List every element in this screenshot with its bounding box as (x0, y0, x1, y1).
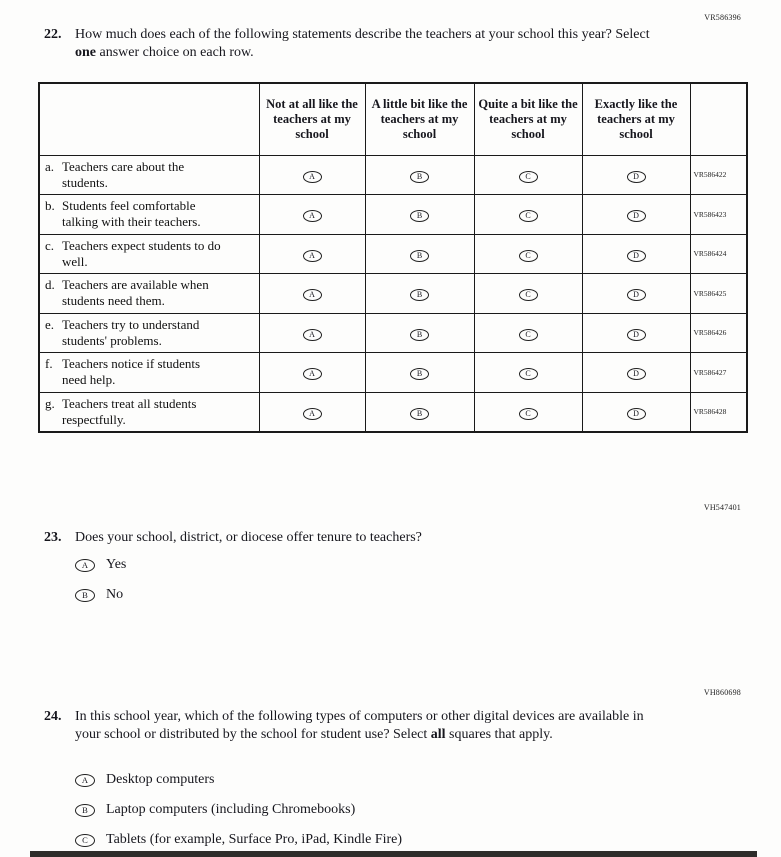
form-code-q23: VH547401 (703, 503, 741, 512)
option-label: Desktop computers (106, 772, 215, 787)
choice-cell (259, 353, 365, 393)
choice-cell (474, 392, 582, 432)
statement-text: Students feel comfortable talking with their teachers. (62, 198, 201, 230)
choice-cell (474, 155, 582, 195)
question-22-number: 22. (44, 27, 62, 42)
question-23 (44, 529, 734, 547)
choice-cell (582, 392, 690, 432)
option-label: No (106, 587, 124, 602)
answer-bubble-b[interactable]: B (410, 171, 429, 183)
choice-cell (259, 313, 365, 353)
answer-bubble-c[interactable]: C (75, 834, 95, 847)
form-code-q22: VR586396 (704, 13, 741, 22)
answer-option (75, 587, 126, 603)
answer-bubble-a[interactable]: A (303, 289, 322, 301)
row-code: VR586424 (690, 234, 747, 274)
q22-statement-row (39, 392, 747, 432)
question-22-text-bold: one (75, 45, 96, 61)
answer-bubble-a[interactable]: A (303, 368, 322, 380)
answer-bubble-b[interactable]: B (410, 210, 429, 222)
choice-cell (474, 353, 582, 393)
choice-cell (474, 274, 582, 314)
question-22-text-pre: How much does each of the following statements describe the teachers at your school this year? Select (75, 27, 650, 42)
choice-cell (259, 155, 365, 195)
answer-option (75, 802, 402, 818)
question-23-number: 23. (44, 530, 62, 545)
row-code: VR586422 (690, 155, 747, 195)
q22-column-header-2: A little bit like the teachers at my school (365, 83, 474, 155)
q22-header-empty-cell (39, 83, 259, 155)
question-24-text-post: squares that apply. (445, 727, 553, 743)
choice-cell (582, 313, 690, 353)
row-code: VR586426 (690, 313, 747, 353)
answer-bubble-d[interactable]: D (627, 408, 646, 420)
option-label: Yes (106, 557, 127, 572)
choice-cell (365, 234, 474, 274)
q22-statement-row (39, 195, 747, 235)
answer-option (75, 557, 126, 573)
question-22-text-post: answer choice on each row. (96, 45, 254, 61)
statement-cell (39, 313, 259, 353)
answer-bubble-a[interactable]: A (303, 408, 322, 420)
statement-letter: e. (45, 316, 55, 332)
statement-letter: g. (45, 395, 55, 411)
choice-cell (582, 155, 690, 195)
page-bottom-edge (30, 851, 757, 857)
option-label: Tablets (for example, Surface Pro, iPad, Kindle Fire) (106, 832, 403, 847)
answer-bubble-b[interactable]: B (75, 589, 95, 602)
statement-letter: c. (45, 237, 55, 253)
answer-bubble-d[interactable]: D (627, 368, 646, 380)
statement-cell (39, 155, 259, 195)
question-24-number: 24. (44, 709, 62, 724)
answer-bubble-c[interactable]: C (519, 210, 538, 222)
statement-letter: d. (45, 277, 55, 292)
choice-cell (582, 195, 690, 235)
choice-cell (365, 353, 474, 393)
statement-text: Teachers are available when students need them. (62, 277, 209, 309)
statement-text: Teachers care about the students. (62, 158, 185, 190)
answer-bubble-a[interactable]: A (303, 250, 322, 262)
choice-cell (582, 274, 690, 314)
choice-cell (259, 195, 365, 235)
statement-text: Teachers treat all students respectfully. (62, 395, 197, 427)
answer-option (75, 832, 402, 848)
answer-bubble-a[interactable]: A (75, 559, 95, 572)
q23-options (75, 557, 126, 617)
row-code: VR586423 (690, 195, 747, 235)
q22-answer-table (38, 82, 748, 433)
q22-statement-row (39, 274, 747, 314)
answer-bubble-b[interactable]: B (410, 250, 429, 262)
answer-bubble-b[interactable]: B (410, 289, 429, 301)
answer-bubble-c[interactable]: C (519, 368, 538, 380)
answer-bubble-c[interactable]: C (519, 289, 538, 301)
question-24 (44, 708, 684, 745)
question-24-text-pre: In this school year, which of the following types of computers or other digital devices are available in your school or distributed by the school for student use? Select (75, 709, 644, 743)
row-code: VR586428 (690, 392, 747, 432)
form-code-q24: VH860698 (703, 688, 741, 697)
statement-letter: b. (45, 198, 55, 213)
q22-header-row (39, 83, 747, 155)
choice-cell (474, 234, 582, 274)
answer-bubble-c[interactable]: C (519, 250, 538, 262)
answer-bubble-d[interactable]: D (627, 210, 646, 222)
answer-bubble-a[interactable]: A (303, 171, 322, 183)
q22-column-header-1: Not at all like the teachers at my school (259, 83, 365, 155)
answer-bubble-d[interactable]: D (627, 329, 646, 341)
answer-bubble-c[interactable]: C (519, 408, 538, 420)
answer-bubble-d[interactable]: D (627, 171, 646, 183)
q22-statement-row (39, 353, 747, 393)
question-22-text (75, 26, 672, 63)
answer-bubble-d[interactable]: D (627, 250, 646, 262)
choice-cell (365, 195, 474, 235)
q22-statement-row (39, 155, 747, 195)
row-code: VR586425 (690, 274, 747, 314)
choice-cell (582, 353, 690, 393)
q22-table-body (39, 155, 747, 432)
row-code: VR586427 (690, 353, 747, 393)
choice-cell (582, 234, 690, 274)
statement-cell (39, 195, 259, 235)
statement-text: Teachers expect students to do well. (62, 237, 221, 269)
statement-cell (39, 234, 259, 274)
q22-header-code-cell (690, 83, 747, 155)
choice-cell (474, 195, 582, 235)
answer-bubble-a[interactable]: A (303, 210, 322, 222)
answer-bubble-b[interactable]: B (410, 368, 429, 380)
answer-bubble-b[interactable]: B (75, 804, 95, 817)
statement-text: Teachers try to understand students' problems. (62, 316, 200, 348)
statement-cell (39, 392, 259, 432)
choice-cell (474, 313, 582, 353)
answer-bubble-a[interactable]: A (75, 774, 95, 787)
answer-bubble-b[interactable]: B (410, 329, 429, 341)
answer-bubble-c[interactable]: C (519, 171, 538, 183)
q22-column-header-4: Exactly like the teachers at my school (582, 83, 690, 155)
q24-options (75, 772, 402, 857)
q22-statement-row (39, 313, 747, 353)
answer-bubble-d[interactable]: D (627, 289, 646, 301)
choice-cell (259, 234, 365, 274)
option-label: Laptop computers (including Chromebooks) (106, 802, 356, 817)
choice-cell (259, 274, 365, 314)
statement-cell (39, 353, 259, 393)
choice-cell (365, 313, 474, 353)
choice-cell (365, 274, 474, 314)
q22-column-header-3: Quite a bit like the teachers at my school (474, 83, 582, 155)
question-24-text-bold: all (430, 727, 446, 743)
statement-text: Teachers notice if students need help. (62, 356, 201, 388)
question-23-text: Does your school, district, or diocese offer tenure to teachers? (75, 530, 422, 545)
choice-cell (259, 392, 365, 432)
answer-bubble-b[interactable]: B (410, 408, 429, 420)
choice-cell (365, 392, 474, 432)
q22-statement-row (39, 234, 747, 274)
answer-bubble-c[interactable]: C (519, 329, 538, 341)
statement-letter: a. (45, 158, 55, 174)
statement-cell (39, 274, 259, 314)
answer-option (75, 772, 402, 788)
question-22 (44, 26, 704, 63)
choice-cell (365, 155, 474, 195)
answer-bubble-a[interactable]: A (303, 329, 322, 341)
question-24-text (75, 708, 647, 745)
statement-letter: f. (45, 356, 53, 371)
